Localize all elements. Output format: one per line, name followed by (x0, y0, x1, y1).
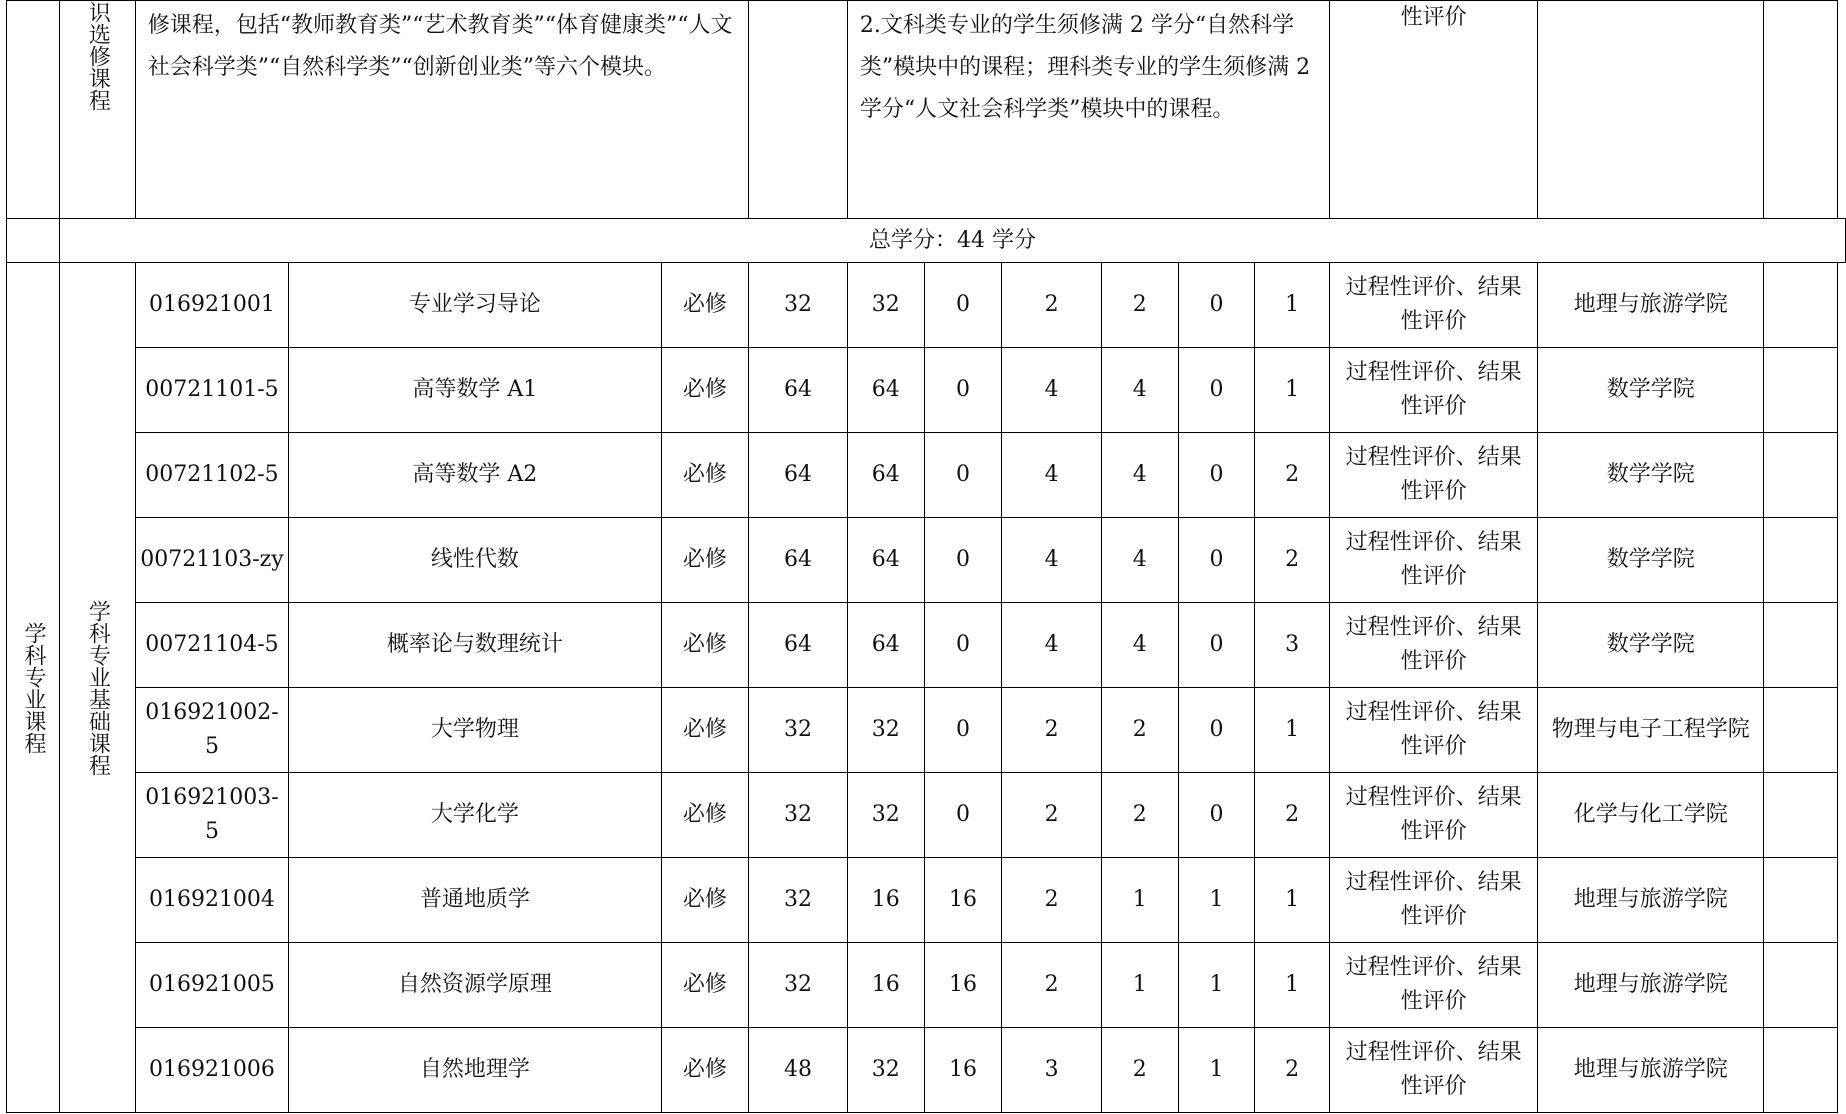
total-hours: 32 (749, 943, 848, 1028)
credits: 4 (1002, 433, 1102, 518)
theory-hours: 32 (847, 773, 924, 858)
edge-cell (1837, 1028, 1845, 1113)
course-name: 自然资源学原理 (289, 943, 661, 1028)
course-type: 必修 (661, 858, 749, 943)
college: 数学学院 (1538, 348, 1764, 433)
credits: 4 (1002, 603, 1102, 688)
theory-hours: 32 (847, 263, 924, 348)
course-type: 必修 (661, 603, 749, 688)
practice-hours: 0 (924, 603, 1002, 688)
top-row (7, 1, 1846, 219)
assessment-cell-top: 性评价 (1330, 1, 1538, 219)
semester: 2 (1255, 773, 1330, 858)
empty-cell (749, 1, 848, 219)
credits: 2 (1002, 858, 1102, 943)
course-type: 必修 (661, 1028, 749, 1113)
edge-cell-top (1837, 1, 1845, 219)
semester: 1 (1255, 348, 1330, 433)
remark-cell (1764, 773, 1838, 858)
course-code: 016921002-5 (135, 688, 288, 773)
total-credits-row (7, 219, 1846, 263)
semester: 1 (1255, 263, 1330, 348)
semester: 2 (1255, 433, 1330, 518)
practice-hours: 0 (924, 688, 1002, 773)
practice-credits: 0 (1178, 688, 1255, 773)
credits: 4 (1002, 518, 1102, 603)
remark-cell (1764, 603, 1838, 688)
theory-credits: 1 (1101, 858, 1178, 943)
course-code: 016921003-5 (135, 773, 288, 858)
remark-cell (1764, 943, 1838, 1028)
college: 地理与旅游学院 (1538, 263, 1764, 348)
assessment: 过程性评价、结果性评价 (1330, 943, 1538, 1028)
semester: 1 (1255, 688, 1330, 773)
course-name: 自然地理学 (289, 1028, 661, 1113)
course-code: 016921004 (135, 858, 288, 943)
theory-hours: 64 (847, 348, 924, 433)
credits: 2 (1002, 943, 1102, 1028)
table-row (7, 263, 1846, 348)
practice-hours: 0 (924, 518, 1002, 603)
practice-hours: 16 (924, 858, 1002, 943)
edge-cell (1837, 773, 1845, 858)
theory-hours: 64 (847, 518, 924, 603)
course-code: 016921005 (135, 943, 288, 1028)
remark-cell (1764, 263, 1838, 348)
course-code: 00721104-5 (135, 603, 288, 688)
theory-credits: 4 (1101, 348, 1178, 433)
practice-hours: 0 (924, 773, 1002, 858)
sub-category-label: 识选修课程 (85, 1, 111, 111)
remark-cell (1764, 858, 1838, 943)
assessment: 过程性评价、结果性评价 (1330, 773, 1538, 858)
remark-cell-top (1764, 1, 1838, 219)
course-type: 必修 (661, 518, 749, 603)
theory-hours: 64 (847, 433, 924, 518)
edge-cell (1837, 263, 1845, 348)
remark-cell (1764, 518, 1838, 603)
theory-credits: 2 (1101, 263, 1178, 348)
theory-credits: 2 (1101, 688, 1178, 773)
category-label: 学科专业课程 (20, 621, 46, 754)
course-code: 00721103-zy (135, 518, 288, 603)
semester: 1 (1255, 858, 1330, 943)
course-type: 必修 (661, 263, 749, 348)
practice-credits: 0 (1178, 348, 1255, 433)
edge-cell (1837, 603, 1845, 688)
credits: 2 (1002, 688, 1102, 773)
college: 地理与旅游学院 (1538, 943, 1764, 1028)
course-type: 必修 (661, 773, 749, 858)
curriculum-table (6, 0, 1846, 1113)
course-name: 大学化学 (289, 773, 661, 858)
college: 地理与旅游学院 (1538, 1028, 1764, 1113)
college: 数学学院 (1538, 518, 1764, 603)
category-cell (7, 263, 60, 1113)
semester: 2 (1255, 1028, 1330, 1113)
assessment: 过程性评价、结果性评价 (1330, 433, 1538, 518)
practice-credits: 1 (1178, 1028, 1255, 1113)
remark-cell (1764, 1028, 1838, 1113)
table-row (7, 688, 1846, 773)
course-type: 必修 (661, 943, 749, 1028)
assessment: 过程性评价、结果性评价 (1330, 518, 1538, 603)
elective-content: 修课程，包括“教师教育类”“艺术教育类”“体育健康类”“人文社会科学类”“自然科学类”“创新创业类”等六个模块。 (135, 1, 748, 219)
theory-hours: 16 (847, 858, 924, 943)
total-credits: 总学分：44 学分 (59, 219, 1845, 263)
college: 物理与电子工程学院 (1538, 688, 1764, 773)
edge-cell (1837, 943, 1845, 1028)
course-name: 高等数学 A2 (289, 433, 661, 518)
remark-cell (1764, 688, 1838, 773)
college: 数学学院 (1538, 603, 1764, 688)
total-hours: 64 (749, 518, 848, 603)
table-row (7, 1028, 1846, 1113)
semester: 1 (1255, 943, 1330, 1028)
college-cell-top (1538, 1, 1764, 219)
theory-credits: 1 (1101, 943, 1178, 1028)
theory-credits: 4 (1101, 433, 1178, 518)
total-hours: 64 (749, 348, 848, 433)
assessment: 过程性评价、结果性评价 (1330, 603, 1538, 688)
table-row (7, 433, 1846, 518)
practice-credits: 0 (1178, 773, 1255, 858)
credits: 3 (1002, 1028, 1102, 1113)
course-name: 专业学习导论 (289, 263, 661, 348)
table-row (7, 603, 1846, 688)
edge-cell (1837, 518, 1845, 603)
practice-hours: 0 (924, 433, 1002, 518)
assessment: 过程性评价、结果性评价 (1330, 858, 1538, 943)
practice-hours: 16 (924, 943, 1002, 1028)
college: 化学与化工学院 (1538, 773, 1764, 858)
credits: 2 (1002, 773, 1102, 858)
theory-hours: 64 (847, 603, 924, 688)
theory-hours: 16 (847, 943, 924, 1028)
theory-credits: 2 (1101, 773, 1178, 858)
assessment: 过程性评价、结果性评价 (1330, 348, 1538, 433)
assessment: 过程性评价、结果性评价 (1330, 688, 1538, 773)
practice-hours: 0 (924, 263, 1002, 348)
college: 数学学院 (1538, 433, 1764, 518)
assessment: 过程性评价、结果性评价 (1330, 1028, 1538, 1113)
course-code: 016921006 (135, 1028, 288, 1113)
course-code: 00721102-5 (135, 433, 288, 518)
practice-credits: 1 (1178, 858, 1255, 943)
course-type: 必修 (661, 688, 749, 773)
table-row (7, 858, 1846, 943)
college: 地理与旅游学院 (1538, 858, 1764, 943)
practice-hours: 16 (924, 1028, 1002, 1113)
total-hours: 32 (749, 773, 848, 858)
practice-credits: 0 (1178, 603, 1255, 688)
sub-category-cell (59, 263, 135, 1113)
theory-credits: 2 (1101, 1028, 1178, 1113)
total-hours: 64 (749, 603, 848, 688)
theory-credits: 4 (1101, 518, 1178, 603)
theory-credits: 4 (1101, 603, 1178, 688)
sub-category-cell-top (59, 1, 135, 219)
remark-cell (1764, 433, 1838, 518)
practice-hours: 0 (924, 348, 1002, 433)
course-name: 高等数学 A1 (289, 348, 661, 433)
edge-cell (1837, 688, 1845, 773)
remark-cell (1764, 348, 1838, 433)
sub-category-label: 学科专业基础课程 (85, 599, 111, 776)
edge-cell (1837, 348, 1845, 433)
total-hours: 32 (749, 688, 848, 773)
table-row (7, 943, 1846, 1028)
course-name: 普通地质学 (289, 858, 661, 943)
credits: 4 (1002, 348, 1102, 433)
edge-cell (1837, 433, 1845, 518)
practice-credits: 0 (1178, 518, 1255, 603)
semester: 2 (1255, 518, 1330, 603)
total-hours: 32 (749, 858, 848, 943)
theory-hours: 32 (847, 688, 924, 773)
course-type: 必修 (661, 348, 749, 433)
course-type: 必修 (661, 433, 749, 518)
table-row (7, 518, 1846, 603)
course-name: 线性代数 (289, 518, 661, 603)
theory-hours: 32 (847, 1028, 924, 1113)
course-name: 概率论与数理统计 (289, 603, 661, 688)
category-cell-total (7, 219, 60, 263)
practice-credits: 1 (1178, 943, 1255, 1028)
total-hours: 64 (749, 433, 848, 518)
course-code: 00721101-5 (135, 348, 288, 433)
semester: 3 (1255, 603, 1330, 688)
elective-requirement: 2.文科类专业的学生须修满 2 学分“自然科学类”模块中的课程；理科类专业的学生须修满 2 学分“人文社会科学类”模块中的课程。 (847, 1, 1329, 219)
table-row (7, 348, 1846, 433)
edge-cell (1837, 858, 1845, 943)
category-cell-top (7, 1, 60, 219)
practice-credits: 0 (1178, 433, 1255, 518)
course-code: 016921001 (135, 263, 288, 348)
practice-credits: 0 (1178, 263, 1255, 348)
total-hours: 48 (749, 1028, 848, 1113)
course-name: 大学物理 (289, 688, 661, 773)
total-hours: 32 (749, 263, 848, 348)
table-row (7, 773, 1846, 858)
assessment: 过程性评价、结果性评价 (1330, 263, 1538, 348)
credits: 2 (1002, 263, 1102, 348)
